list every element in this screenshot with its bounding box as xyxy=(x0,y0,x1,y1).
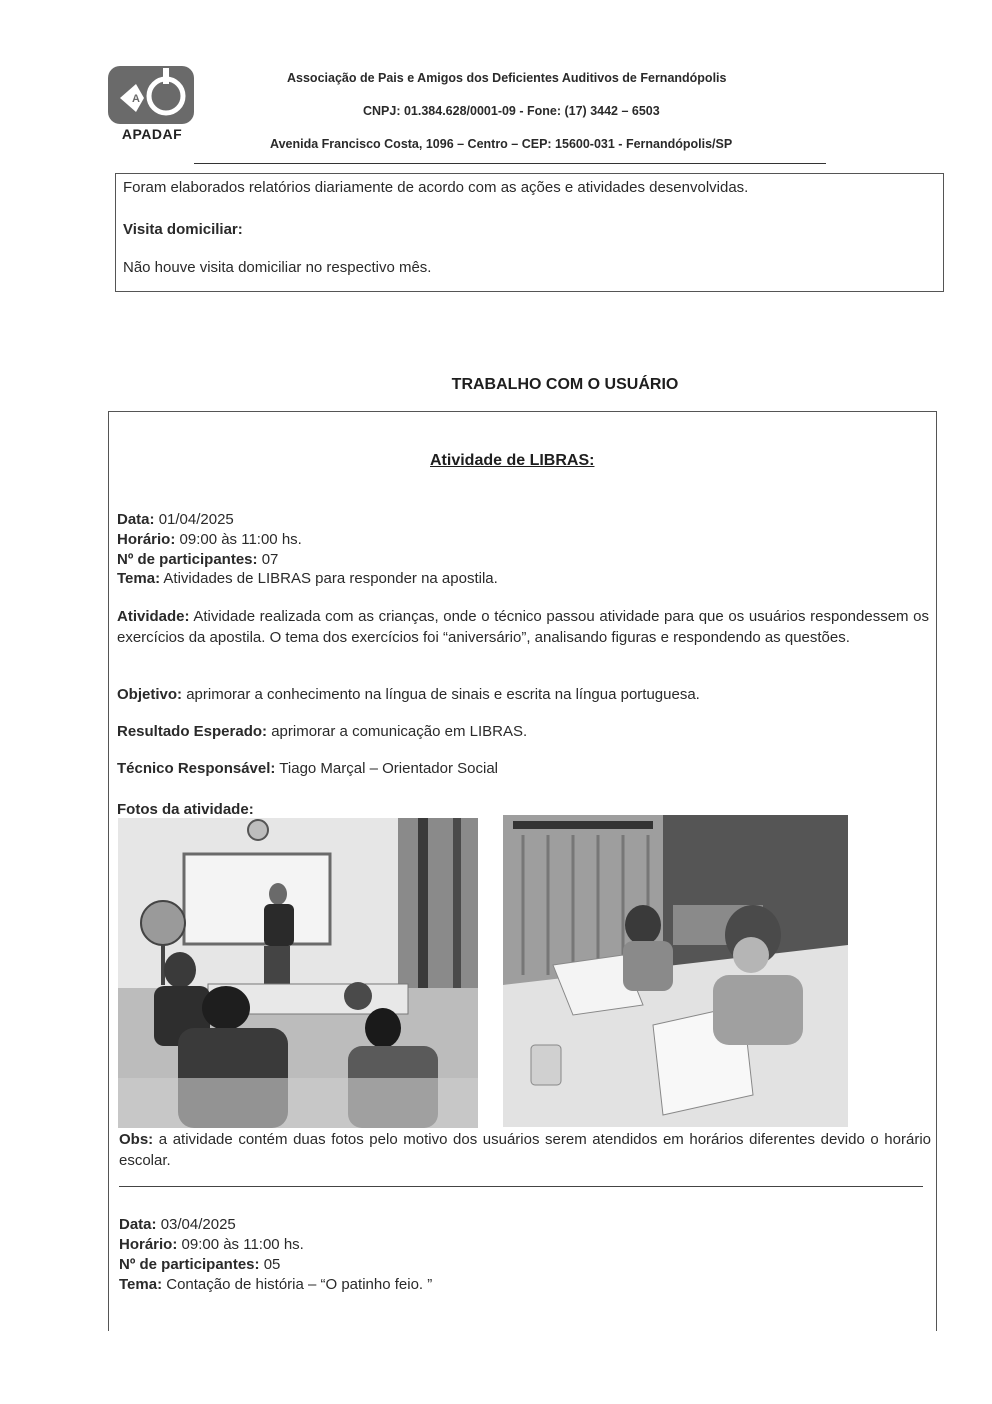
obs-label: Obs: xyxy=(119,1131,154,1148)
logo-text: APADAF xyxy=(121,126,183,142)
theme-label-2: Tema: xyxy=(119,1276,163,1293)
date-line xyxy=(117,511,234,528)
tech-label: Técnico Responsável: xyxy=(117,760,276,777)
activity-label: Atividade: xyxy=(117,608,190,625)
home-visit-text: Não houve visita domiciliar no respectivo mês. xyxy=(123,259,432,276)
activity-paragraph xyxy=(117,606,929,648)
participants-label-2: Nº de participantes: xyxy=(119,1256,260,1273)
photos-label: Fotos da atividade: xyxy=(117,801,254,818)
expected-label: Resultado Esperado: xyxy=(117,723,268,740)
expected-line xyxy=(117,723,527,740)
address: Avenida Francisco Costa, 1096 – Centro – CEP: 15600-031 - Fernandópolis/SP xyxy=(270,137,733,151)
theme-line-2 xyxy=(119,1276,432,1293)
activity-divider xyxy=(119,1186,923,1187)
date-label-2: Data: xyxy=(119,1216,157,1233)
time-line-2 xyxy=(119,1236,304,1253)
time-value-2: 09:00 às 11:00 hs. xyxy=(181,1236,304,1253)
theme-value-2: Contação de história – “O patinho feio. ” xyxy=(166,1276,433,1293)
time-line xyxy=(117,531,302,548)
obs-text: a atividade contém duas fotos pelo motivo dos usuários serem atendidos em horários diferentes devido o horário escolar. xyxy=(119,1131,932,1169)
participants-value-2: 05 xyxy=(263,1256,281,1273)
header-rule xyxy=(194,163,826,164)
obs-paragraph xyxy=(119,1129,931,1171)
expected-value: aprimorar a comunicação em LIBRAS. xyxy=(271,723,528,740)
participants-line xyxy=(117,551,278,568)
objective-line xyxy=(117,686,700,703)
objective-value: aprimorar a conhecimento na língua de sinais e escrita na língua portuguesa. xyxy=(186,686,700,703)
theme-value: Atividades de LIBRAS para responder na apostila. xyxy=(163,570,498,587)
date-value: 01/04/2025 xyxy=(158,511,234,528)
org-name: Associação de Pais e Amigos dos Deficientes Auditivos de Fernandópolis xyxy=(287,71,727,85)
activity-photo-children-writing xyxy=(503,815,848,1127)
cnpj-phone: CNPJ: 01.384.628/0001-09 - Fone: (17) 3442 – 6503 xyxy=(363,104,660,118)
objective-label: Objetivo: xyxy=(117,686,183,703)
participants-value: 07 xyxy=(261,551,279,568)
participants-line-2 xyxy=(119,1256,280,1273)
activity-text: Atividade realizada com as crianças, onde o técnico passou atividade para que os usuários respondessem os exercícios da apostila. O tema dos exercícios foi “aniversário”, analisando figuras e respondendo as questões. xyxy=(117,608,930,646)
activity-title: Atividade de LIBRAS: xyxy=(430,452,595,469)
section-title: TRABALHO COM O USUÁRIO xyxy=(451,376,679,393)
tech-line xyxy=(117,760,498,777)
date-label: Data: xyxy=(117,511,155,528)
activity-photo-classroom xyxy=(118,818,478,1128)
theme-line xyxy=(117,570,498,587)
reports-text: Foram elaborados relatórios diariamente de acordo com as ações e atividades desenvolvidas. xyxy=(123,179,749,196)
svg-text:A: A xyxy=(132,93,140,105)
time-label: Horário: xyxy=(117,531,176,548)
time-label-2: Horário: xyxy=(119,1236,178,1253)
date-value-2: 03/04/2025 xyxy=(160,1216,236,1233)
time-value: 09:00 às 11:00 hs. xyxy=(179,531,302,548)
tech-value: Tiago Marçal – Orientador Social xyxy=(279,760,499,777)
home-visit-label: Visita domiciliar: xyxy=(123,221,243,238)
theme-label: Tema: xyxy=(117,570,161,587)
participants-label: Nº de participantes: xyxy=(117,551,258,568)
date-line-2 xyxy=(119,1216,236,1233)
